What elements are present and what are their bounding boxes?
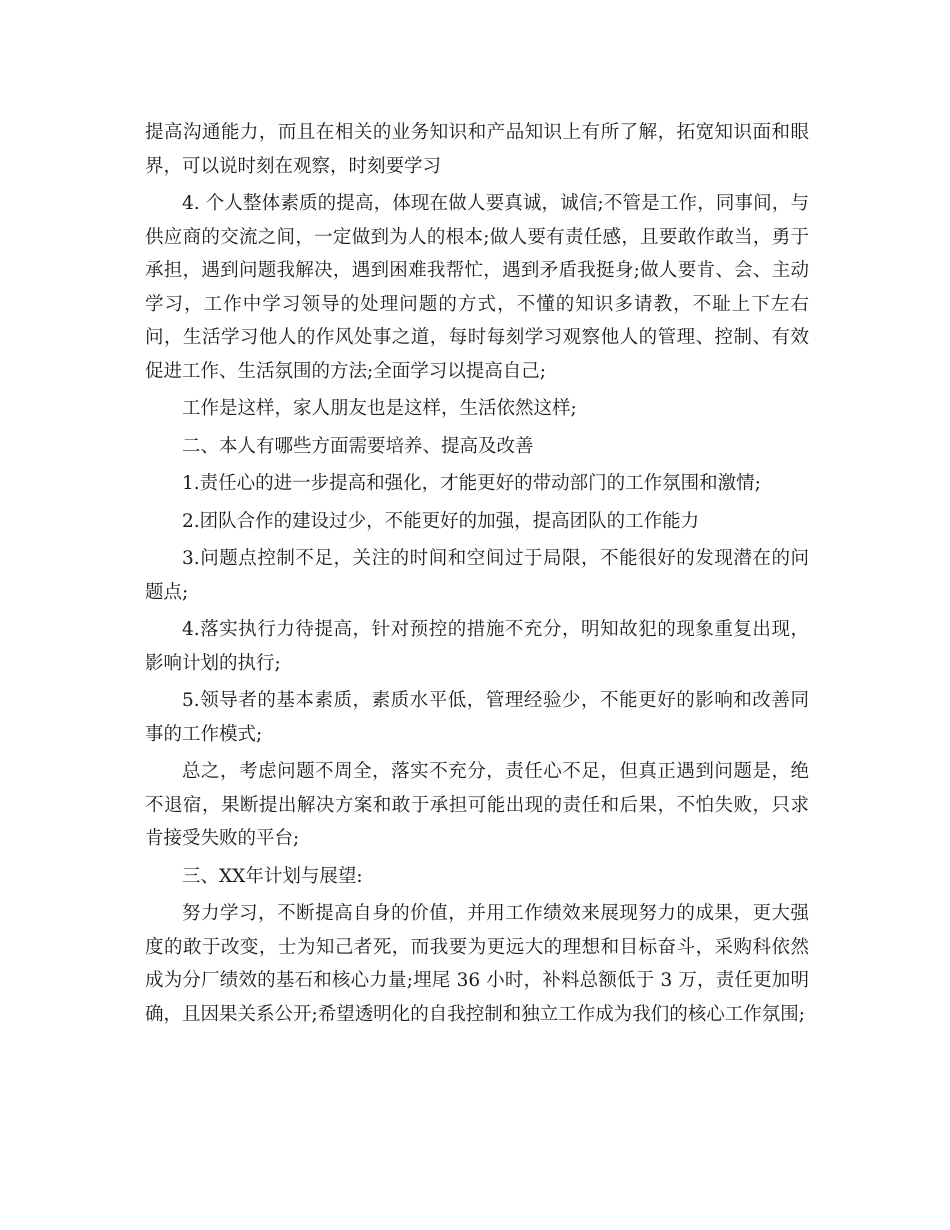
list-item-1: 1.责任心的进一步提高和强化，才能更好的带动部门的工作氛围和激情; — [182, 473, 761, 494]
section-heading-3: 三、XX年计划与展望: — [182, 865, 363, 887]
list-item-3: 3.问题点控制不足，关注的时间和空间过于局限，不能很好的发现潜在的问题点; — [145, 548, 809, 603]
paragraph-2: 4. 个人整体素质的提高，体现在做人要真诚，诚信;不管是工作，同事间，与供应商的交流之间，一定做到为人的根本;做人要有责任感，且要敢作敢当，勇于承担，遇到问题我解决，遇到困难我帮忙，遇到矛盾我挺身;做人要肯、会、主动学习，工作中学习领导的处理问题的方式，不懂的知识多请教，不耻上下左右问，生活学习他人的作风处事之道，每时每刻学习观察他人的管理、控制、有效促进工作、生活氛围的方法;全面学习以提高自己; — [145, 193, 809, 382]
list-item-4: 4.落实执行力待提高，针对预控的措施不充分，明知故犯的现象重复出现，影响计划的执行; — [145, 619, 809, 674]
document-body — [145, 116, 809, 1035]
section-heading-2: 二、本人有哪些方面需要培养、提高及改善 — [182, 435, 534, 457]
plan-paragraph: 努力学习，不断提高自身的价值，并用工作绩效来展现努力的成果，更大强度的敢于改变，士为知己者死，而我要为更远大的理想和目标奋斗，采购科依然成为分厂绩效的基石和核心力量;埋尾 36 小时，补料总额低于 3 万，责任更加明确，且因果关系公开;希望透明化的自我控制和独立工作成为我们的核心工作氛围; — [145, 903, 809, 1025]
summary-paragraph: 总之，考虑问题不周全，落实不充分，责任心不足，但真正遇到问题是，绝不退宿，果断提出解决方案和敢于承担可能出现的责任和后果，不怕失败，只求肯接受失败的平台; — [145, 761, 809, 849]
paragraph-1: 提高沟通能力，而且在相关的业务知识和产品知识上有所了解，拓宽知识面和眼界，可以说时刻在观察，时刻要学习 — [145, 122, 809, 177]
list-item-5: 5.领导者的基本素质，素质水平低，管理经验少，不能更好的影响和改善同事的工作模式; — [145, 690, 809, 745]
paragraph-3: 工作是这样，家人朋友也是这样，生活依然这样; — [182, 398, 577, 419]
list-item-2: 2.团队合作的建设过少，不能更好的加强，提高团队的工作能力 — [182, 510, 700, 532]
